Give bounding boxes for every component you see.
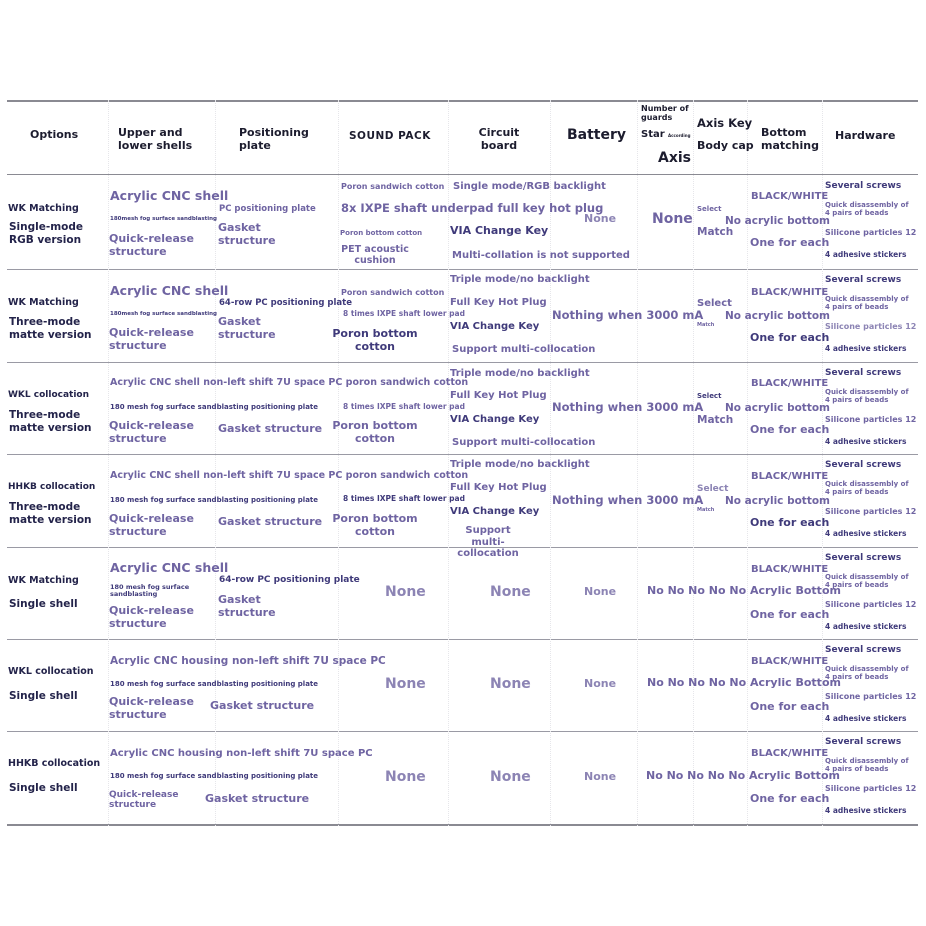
column-separator [637,100,639,826]
hardware-item: 4 adhesive stickers [825,622,907,631]
fog-text: 180mesh fog surface sandblasting [110,311,217,317]
hardware-item: 4 adhesive stickers [825,250,907,259]
fog-text: 180 mesh fog surface sandblasting positioning plate [110,680,319,688]
row-option-version: Three-mode matte version [9,409,92,435]
acrylic-text: No acrylic bottom [725,310,830,322]
hardware-item: 4 adhesive stickers [825,806,907,815]
row-option-version: Single-mode RGB version [9,221,84,247]
fog-text: 180 mesh fog surface sandblasting positioning plate [110,403,319,411]
plate-text: 64-row PC positioning plate [219,298,352,308]
table-bottom-rule [7,824,918,826]
hardware-item: Silicone particles 12 [825,322,917,331]
quick-release-text: Quick-release structure [109,695,194,721]
shell-text: Acrylic CNC shell [110,283,229,298]
battery-value: None [584,677,617,690]
sound-value: None [385,676,426,692]
battery-value: Nothing when 3000 mA [552,493,704,507]
header-shells: Upper and lower shells [118,126,193,152]
gasket-text: Gasket structure [210,699,315,712]
header-guards: Number of guards [641,104,689,123]
header-battery: Battery [567,127,627,143]
battery-value: Nothing when 3000 mA [552,308,704,322]
hardware-item: Several screws [825,460,902,470]
hardware-item: Silicone particles 12 [825,784,917,793]
row-divider [7,731,918,732]
hardware-item: Silicone particles 12 [825,228,917,237]
row-option-name: HHKB collocation [8,482,96,492]
row-option-version: Single shell [9,598,78,610]
circuit-text: Full Key Hot Plug [450,390,547,401]
header-bottom: Bottom matching [761,126,819,152]
select-text: Select [697,484,729,494]
plate-text: PC positioning plate [219,204,316,214]
header-body-cap: Body cap [697,139,754,152]
row-option-name: WKL collocation [8,666,94,677]
hardware-item: Quick disassembly of 4 pairs of beads [825,201,909,218]
sound-text: 8 times IXPE shaft lower pad [343,402,465,411]
sound-value: None [385,584,426,600]
sound-text: 8 times IXPE shaft lower pad [343,494,465,503]
circuit-text: Triple mode/no backlight [450,459,590,470]
sound-text: Poron bottom cotton [340,229,423,237]
quick-release-text: Quick-release structure [109,790,179,811]
column-separator [693,100,695,826]
acrylic-text: No acrylic bottom [725,495,830,507]
battery-value: None [584,770,617,783]
circuit-text: VIA Change Key [450,224,549,237]
circuit-value: None [490,676,531,692]
circuit-text: Support multi-collocation [452,437,596,448]
header-plate: Positioning plate [239,126,309,152]
sound-text: Poron bottom cotton [332,327,418,353]
shell-text: Acrylic CNC shell [110,560,229,575]
battery-value: None [584,585,617,598]
guard-value: None [652,211,693,227]
each-text: One for each [750,700,830,713]
hardware-item: Silicone particles 12 [825,415,917,424]
hardware-item: Quick disassembly of 4 pairs of beads [825,388,909,405]
hardware-item: Quick disassembly of 4 pairs of beads [825,480,909,497]
row-option-name: WK Matching [8,297,79,308]
hardware-item: Several screws [825,645,902,655]
row-option-version: Three-mode matte version [9,316,92,342]
header-axis-key: Axis Key [697,116,753,130]
circuit-text: Triple mode/no backlight [450,274,590,285]
gasket-text: Gasket structure [205,792,310,805]
circuit-text: Full Key Hot Plug [450,297,547,308]
row-option-version: Single shell [9,782,78,794]
gasket-text: Gasket structure [218,515,323,528]
bw-text: BLACK/WHITE [751,378,829,389]
hardware-item: Several screws [825,368,902,378]
each-text: One for each [750,236,830,249]
hardware-item: 4 adhesive stickers [825,714,907,723]
each-text: One for each [750,608,830,621]
each-text: One for each [750,516,830,529]
hardware-item: 4 adhesive stickers [825,437,907,446]
circuit-text: Support multi-collocation [452,344,596,355]
wide-text: 8x IXPE shaft underpad full key hot plug [341,201,604,215]
hardware-item: 4 adhesive stickers [825,529,907,538]
row-option-version: Three-mode matte version [9,501,92,527]
sound-value: None [385,769,426,785]
circuit-value: None [490,769,531,785]
circuit-text: VIA Change Key [450,506,540,517]
match-text: Match [697,226,734,238]
sound-text: Poron sandwich cotton [341,288,445,297]
bw-text: BLACK/WHITE [751,287,829,298]
each-text: One for each [750,423,830,436]
match-text: Match [697,507,715,513]
hardware-item: Several screws [825,737,902,747]
hardware-item: 4 adhesive stickers [825,344,907,353]
row-divider [7,639,918,640]
nono-text: No No No No No Acrylic Bottom [647,584,841,597]
column-separator [215,100,217,826]
wide-text: Acrylic CNC shell non-left shift 7U space PC poron sandwich cotton [110,377,469,388]
row-divider [7,454,918,455]
row-option-name: HHKB collocation [8,758,101,769]
quick-release-text: Quick-release structure [109,419,194,445]
header-according: According [668,133,691,138]
select-text: Select [697,298,732,309]
header-options: Options [30,128,79,141]
quick-release-text: Quick-release structure [109,604,194,630]
fog-text: 180mesh fog surface sandblasting [110,216,217,222]
hardware-item: Several screws [825,553,902,563]
wide-text: Acrylic CNC shell non-left shift 7U space PC poron sandwich cotton [110,470,469,481]
circuit-text: VIA Change Key [450,414,540,425]
battery-value: None [584,212,617,225]
header-circuit: Circuit board [478,126,520,152]
plate-text: 64-row PC positioning plate [219,575,360,585]
select-text: Select [697,205,722,213]
hardware-item: Quick disassembly of 4 pairs of beads [825,665,909,682]
sound-text: Poron bottom cotton [332,419,418,445]
fog-text: 180 mesh fog surface sandblasting [110,583,190,599]
quick-release-text: Quick-release structure [109,326,194,352]
column-separator [747,100,749,826]
match-text: Match [697,322,715,328]
fog-text: 180 mesh fog surface sandblasting positioning plate [110,772,319,780]
gasket-text: Gasket structure [218,315,276,341]
header-sound: SOUND PACK [349,130,431,142]
column-separator [338,100,340,826]
sound-text: Poron sandwich cotton [341,182,445,191]
row-option-version: Single shell [9,690,78,702]
hardware-item: Silicone particles 12 [825,692,917,701]
header-bottom-rule [7,174,918,175]
gasket-text: Gasket structure [218,221,276,247]
acrylic-text: No acrylic bottom [725,215,830,227]
bw-text: BLACK/WHITE [751,748,829,759]
spec-table [7,100,918,826]
bw-text: BLACK/WHITE [751,564,829,575]
sound-text: Poron bottom cotton [332,512,418,538]
acrylic-text: No acrylic bottom [725,402,830,414]
hardware-item: Silicone particles 12 [825,600,917,609]
row-option-name: WKL collocation [8,390,90,400]
hardware-item: Several screws [825,275,902,285]
row-divider [7,269,918,270]
circuit-text: Support multi-collocation [457,525,519,559]
table-top-rule [7,100,918,102]
hardware-item: Quick disassembly of 4 pairs of beads [825,757,909,774]
gasket-text: Gasket structure [218,593,276,619]
nono-text: No No No No No Acrylic Bottom [646,769,840,782]
hardware-item: Silicone particles 12 [825,507,917,516]
circuit-text: Full Key Hot Plug [450,482,547,493]
circuit-text: Single mode/RGB backlight [453,181,606,192]
row-option-name: WK Matching [8,575,79,586]
column-separator [822,100,824,826]
wide-text: Acrylic CNC housing non-left shift 7U space PC [110,655,386,667]
row-option-name: WK Matching [8,203,79,214]
header-star: Star [641,129,665,140]
hardware-item: Quick disassembly of 4 pairs of beads [825,295,909,312]
wide-text: Acrylic CNC housing non-left shift 7U space PC [110,748,373,759]
each-text: One for each [750,792,830,805]
hardware-item: Several screws [825,181,902,191]
bw-text: BLACK/WHITE [751,656,829,667]
each-text: One for each [750,331,830,344]
circuit-value: None [490,584,531,600]
bw-text: BLACK/WHITE [751,471,829,482]
bw-text: BLACK/WHITE [751,191,829,202]
header-hardware: Hardware [835,129,896,142]
match-text: Match [697,414,734,426]
quick-release-text: Quick-release structure [109,232,194,258]
select-text: Select [697,392,722,400]
circuit-text: Multi-collation is not supported [452,250,630,261]
shell-text: Acrylic CNC shell [110,188,229,203]
hardware-item: Quick disassembly of 4 pairs of beads [825,573,909,590]
circuit-text: Triple mode/no backlight [450,368,590,379]
nono-text: No No No No No Acrylic Bottom [647,676,841,689]
header-axis: Axis [658,150,691,166]
fog-text: 180 mesh fog surface sandblasting positioning plate [110,496,319,504]
battery-value: Nothing when 3000 mA [552,400,704,414]
quick-release-text: Quick-release structure [109,512,194,538]
sound-text: 8 times IXPE shaft lower pad [343,309,465,318]
gasket-text: Gasket structure [218,422,323,435]
sound-text: PET acoustic cushion [341,244,409,266]
circuit-text: VIA Change Key [450,321,540,332]
row-divider [7,362,918,363]
